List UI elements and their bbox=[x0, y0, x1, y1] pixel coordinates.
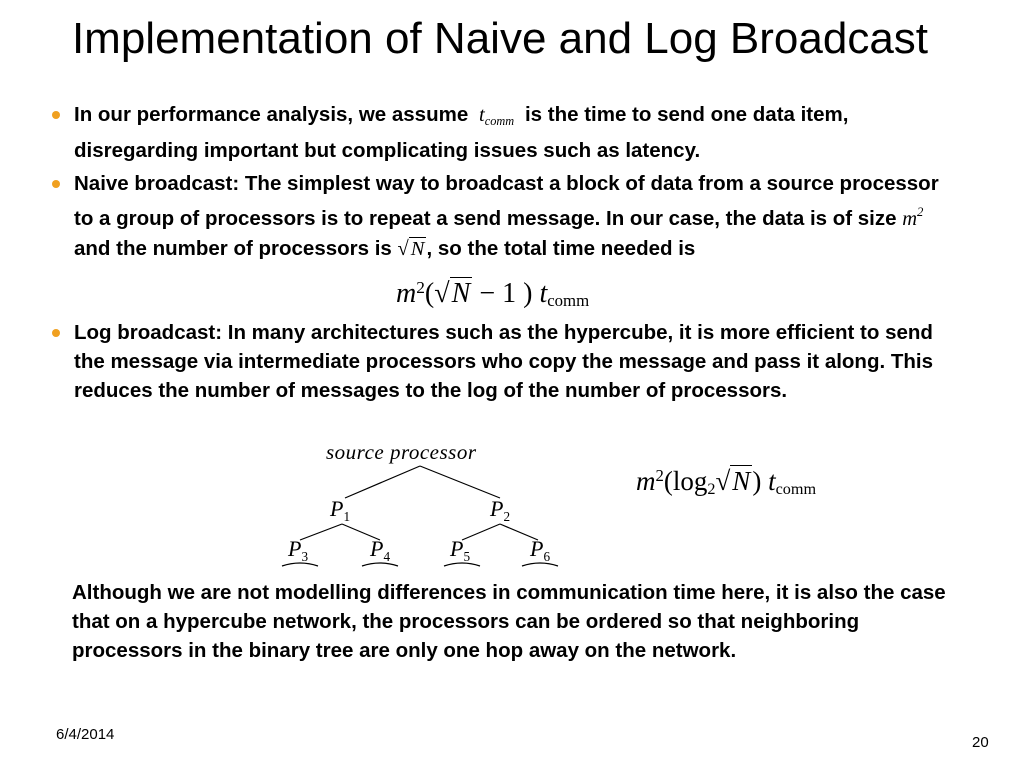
bullet-1-text-a: In our performance analysis, we assume bbox=[74, 103, 469, 126]
footer-date: 6/4/2014 bbox=[56, 726, 115, 743]
formula-n: N bbox=[451, 278, 471, 309]
formula-t: t bbox=[768, 466, 776, 496]
bullet-naive-broadcast bbox=[50, 169, 950, 264]
t-symbol: t bbox=[479, 104, 485, 126]
tree-node-p6: $P_6$ bbox=[530, 536, 551, 564]
tree-node-p4: $P_4$ bbox=[370, 536, 391, 564]
bullet-dot-icon bbox=[52, 329, 60, 337]
tree-node-p3: $P_3$ bbox=[288, 536, 309, 564]
bullet-2-text-b: and the number of processors is bbox=[74, 237, 392, 260]
n-symbol: N bbox=[410, 238, 425, 260]
sqrt-icon: √ bbox=[397, 238, 409, 260]
formula-exp: 2 bbox=[416, 278, 425, 297]
formula-m: m bbox=[636, 466, 656, 496]
formula-log: (log bbox=[663, 466, 708, 496]
bullet-dot-icon bbox=[52, 111, 60, 119]
bullet-1-text-b: is the time to send one data item, disregarding important but complicating issues such as latency. bbox=[74, 103, 849, 162]
formula-m: m bbox=[396, 278, 417, 309]
bullet-assumption bbox=[50, 100, 950, 165]
m-symbol: m bbox=[902, 208, 918, 230]
tree-node-p5: $P_5$ bbox=[450, 536, 471, 564]
edge-root-p2 bbox=[420, 466, 500, 498]
sqrt-n-symbol bbox=[398, 237, 427, 260]
m-squared-symbol bbox=[902, 205, 924, 230]
naive-broadcast-formula bbox=[396, 278, 589, 311]
formula-log-base: 2 bbox=[707, 480, 716, 498]
formula-t-sub: comm bbox=[775, 480, 817, 498]
comm-subscript: comm bbox=[484, 114, 515, 128]
sqrt-icon: √ bbox=[715, 466, 731, 496]
formula-exp: 2 bbox=[655, 466, 664, 485]
closing-paragraph: Although we are not modelling differences in communication time here, it is also the case that on a hypercube network, the processors can be ordered so that neighboring processors in the binary tree are only one hop away on the network. bbox=[72, 581, 946, 662]
bullet-list-2 bbox=[50, 318, 950, 405]
bullet-3-text: Log broadcast: In many architectures such as the hypercube, it is more efficient to send the message via intermediate processors who copy the message and pass it along. This reduces the number of messages to the log of the number of processors. bbox=[74, 321, 934, 402]
tree-root-label: source processor bbox=[326, 440, 477, 464]
page-number: 20 bbox=[972, 734, 989, 751]
bullet-list bbox=[50, 100, 950, 264]
tree-node-p1: $P_1$ bbox=[330, 496, 351, 524]
sqrt-icon: √ bbox=[434, 278, 450, 309]
formula-open-paren: ( bbox=[424, 278, 435, 309]
formula-close-paren: ) bbox=[752, 466, 762, 496]
tree-node-p2: $P_2$ bbox=[490, 496, 511, 524]
bullet-dot-icon bbox=[52, 180, 60, 188]
edge-root-p1 bbox=[345, 466, 420, 498]
bullet-2-text-a: Naive broadcast: The simplest way to broadcast a block of data from a source processor to a group of processors is to repeat a send message. In our case, the data is of size bbox=[74, 172, 939, 230]
formula-t: t bbox=[539, 278, 548, 309]
formula-minus-one: − 1 ) bbox=[472, 278, 533, 309]
bullet-2-text-c: , so the total time needed is bbox=[426, 237, 696, 260]
slide-title: Implementation of Naive and Log Broadcast bbox=[71, 14, 929, 63]
formula-t-sub: comm bbox=[547, 291, 590, 310]
log-broadcast-formula bbox=[636, 466, 816, 499]
bullet-log-broadcast bbox=[50, 318, 950, 405]
exponent: 2 bbox=[917, 205, 924, 219]
formula-n: N bbox=[732, 466, 751, 496]
t-comm-symbol bbox=[474, 104, 519, 126]
